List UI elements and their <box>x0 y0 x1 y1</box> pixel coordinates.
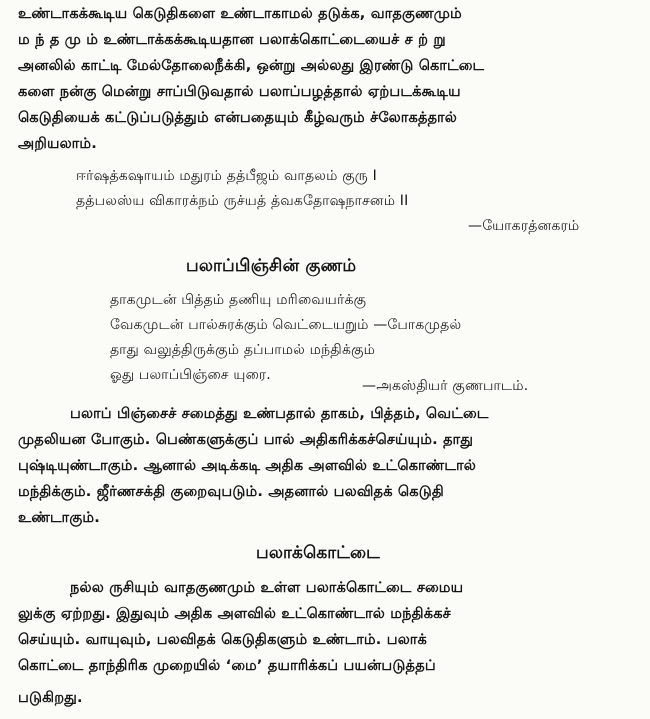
intro-line-2: ம ந் த மு ம் உண்டாக்கக்கூடியதான பலாக்கொட்டையைச் ச ற் று <box>18 32 446 48</box>
verse-source: —அகஸ்தியர் குணபாடம். <box>362 378 529 394</box>
verse-line-4: ஓது பலாப்பிஞ்சை யுரை. <box>110 367 271 383</box>
section1-para-line-4: மந்திக்கும். ஜீர்ணசக்தி குறைவுபடும். அதனால் பலவிதக் கெடுதி <box>18 484 444 500</box>
section1-para-line-1: பலாப் பிஞ்சைச் சமைத்து உண்பதால் தாகம், பித்தம், வெட்டை <box>70 406 489 422</box>
section-title-jackfruit-seed: பலாக்கொட்டை <box>256 543 380 563</box>
section-title-tender-jackfruit: பலாப்பிஞ்சின் குணம் <box>186 256 357 276</box>
intro-line-1: உண்டாகக்கூடிய கெடுதிகளை உண்டாகாமல் தடுக்க, வாதகுணமும் <box>18 6 462 22</box>
sloka-line-1: ஈர்ஷத்கஷாயம் மதுரம் தத்பீஜம் வாதலம் குரு I <box>76 168 377 184</box>
sloka-source: —யோகரத்னகரம் <box>468 218 580 234</box>
verse-line-1: தாகமுடன் பித்தம் தணியு மரிவையர்க்கு <box>110 292 367 308</box>
section2-para-line-2: லுக்கு ஏற்றது. இதுவும் அதிக அளவில் உட்கொண்டால் மந்திக்கச் <box>18 606 451 622</box>
intro-line-3: அனலில் காட்டி மேல்தோலைநீக்கி, ஒன்று அல்லது இரண்டு கொட்டை <box>18 58 485 74</box>
verse-line-2: வேகமுடன் பால்சுரக்கும் வெட்டையறும் —போகமுதல் <box>110 317 462 333</box>
intro-line-6: அறியலாம். <box>18 136 98 152</box>
intro-line-4: களை நன்கு மென்று சாப்பிடுவதால் பலாப்பழத்தால் ஏற்படக்கூடிய <box>18 84 461 100</box>
section1-para-line-3: புஷ்டியுண்டாகும். ஆனால் அடிக்கடி அதிக அளவில் உட்கொண்டால் <box>18 458 476 474</box>
section2-para-line-5: படுகிறது. <box>18 690 83 706</box>
section2-para-line-3: செய்யும். வாயுவும், பலவிதக் கெடுதிகளும் உண்டாம். பலாக் <box>18 632 427 648</box>
verse-line-3: தாது வலுத்திருக்கும் தப்பாமல் மந்திக்கும் <box>110 342 376 358</box>
section1-para-line-5: உண்டாகும். <box>18 510 100 526</box>
section2-para-line-4: கொட்டை தாந்திரிக முறையில் ‘மை’ தயாரிக்கப் பயன்படுத்தப் <box>18 658 436 674</box>
intro-line-5: கெடுதியைக் கட்டுப்படுத்தும் என்பதையும் கீழ்வரும் ச்லோகத்தால் <box>18 110 458 126</box>
sloka-line-2: தத்பலஸ்ய விகாரக்நம் ருச்யத் த்வகதோஷநாசனம் II <box>76 193 409 209</box>
section2-para-line-1: நல்ல ருசியும் வாதகுணமும் உள்ள பலாக்கொட்டை சமைய <box>70 580 464 596</box>
section1-para-line-2: முதலியன போகும். பெண்களுக்குப் பால் அதிகரிக்கச்செய்யும். தாது <box>18 432 474 448</box>
